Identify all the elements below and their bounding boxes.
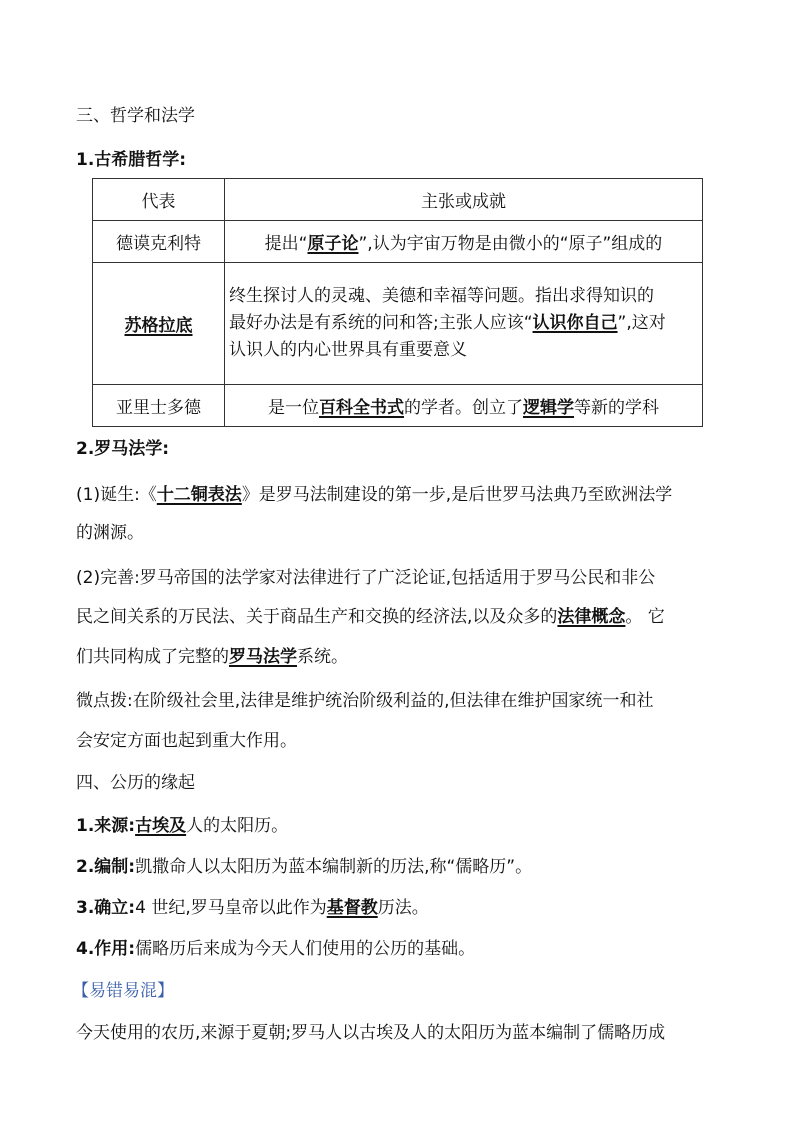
key-term: 逻辑学 [523, 398, 574, 418]
paragraph-text: 。 它 [625, 607, 665, 627]
claim-text: 认识人的内心世界具有重要意义 [229, 340, 467, 360]
table-row [93, 385, 703, 427]
list-item [76, 896, 721, 920]
paragraph-text: (2)完善:罗马帝国的法学家对法律进行了广泛论证,包括适用于罗马公民和非公 [76, 568, 656, 588]
paragraph-text: 们共同构成了完整的 [76, 647, 229, 667]
item-text: 4 世纪,罗马皇帝以此作为 [135, 898, 327, 918]
header-claim: 主张或成就 [225, 179, 703, 221]
claim-text: ”,认为宇宙万物是由微小的“原子”组成的 [358, 234, 663, 254]
section-heading-calendar: 四、公历的缘起 [76, 773, 195, 793]
claim-text-line [229, 310, 698, 337]
key-term: 罗马法学 [229, 647, 297, 667]
tip-text: 微点拨:在阶级社会里,法律是维护统治阶级利益的,但法律在维护国家统一和社 [76, 691, 654, 711]
confusion-title: 【易错易混】 [72, 981, 174, 1001]
item-text: 历法。 [377, 898, 429, 918]
item-label: 4.作用: [76, 939, 136, 959]
section-heading-philosophy-law: 三、哲学和法学 [76, 106, 195, 126]
claim-text: 最好办法是有系统的问和答;主张人应该“ [229, 313, 533, 333]
list-item [76, 855, 721, 879]
claim-text: 提出“ [264, 234, 308, 254]
paragraph-text: (1)诞生:《 [76, 485, 157, 505]
paragraph-text: 》是罗马法制建设的第一步,是后世罗马法典乃至欧洲法学 [241, 485, 673, 505]
claim-text: 的学者。创立了 [404, 398, 523, 418]
subheading-roman-law: 2.罗马法学: [76, 439, 170, 459]
item-text: 儒略历后来成为今天人们使用的公历的基础。 [135, 939, 476, 959]
table-row [93, 221, 703, 263]
table-row [93, 263, 703, 385]
key-term: 十二铜表法 [156, 485, 242, 505]
tip-text: 会安定方面也起到重大作用。 [76, 731, 297, 751]
philosopher-claim [225, 263, 703, 385]
item-label: 3.确立: [76, 898, 136, 918]
paragraph-text: 的渊源。 [76, 523, 144, 543]
key-term: 古埃及 [135, 816, 187, 836]
greek-philosophers-table [92, 178, 703, 427]
list-item [76, 814, 721, 838]
item-label: 1.来源: [76, 816, 136, 836]
list-item [76, 937, 721, 961]
roman-perfect-line [76, 645, 721, 669]
table-header-row [93, 179, 703, 221]
roman-perfect-line [76, 605, 721, 629]
philosopher-name: 亚里士多德 [93, 385, 225, 427]
item-text: 凯撒命人以太阳历为蓝本编制新的历法,称“儒略历”。 [135, 857, 533, 877]
paragraph-text: 系统。 [297, 647, 348, 667]
paragraph-text: 民之间关系的万民法、关于商品生产和交换的经济法,以及众多的 [76, 607, 558, 627]
item-text: 人的太阳历。 [186, 816, 289, 836]
subheading-greek-philosophy: 1.古希腊哲学: [76, 150, 187, 170]
key-term: 百科全书式 [319, 398, 404, 418]
philosopher-name: 德谟克利特 [93, 221, 225, 263]
claim-text: ”,这对 [617, 313, 666, 333]
claim-text: 终生探讨人的灵魂、美德和幸福等问题。指出求得知识的 [229, 286, 654, 306]
key-term: 原子论 [307, 234, 359, 254]
claim-text: 等新的学科 [574, 398, 659, 418]
item-label: 2.编制: [76, 857, 136, 877]
philosopher-claim [225, 221, 703, 263]
claim-text: 是一位 [268, 398, 319, 418]
key-term: 法律概念 [557, 607, 626, 627]
confusion-text: 今天使用的农历,来源于夏朝;罗马人以古埃及人的太阳历为蓝本编制了儒略历成 [76, 1023, 666, 1043]
key-term: 基督教 [326, 898, 378, 918]
key-term: 认识你自己 [532, 313, 618, 333]
philosopher-claim [225, 385, 703, 427]
header-representative: 代表 [93, 179, 225, 221]
philosopher-name: 苏格拉底 [93, 263, 225, 385]
roman-birth-line [76, 483, 721, 507]
